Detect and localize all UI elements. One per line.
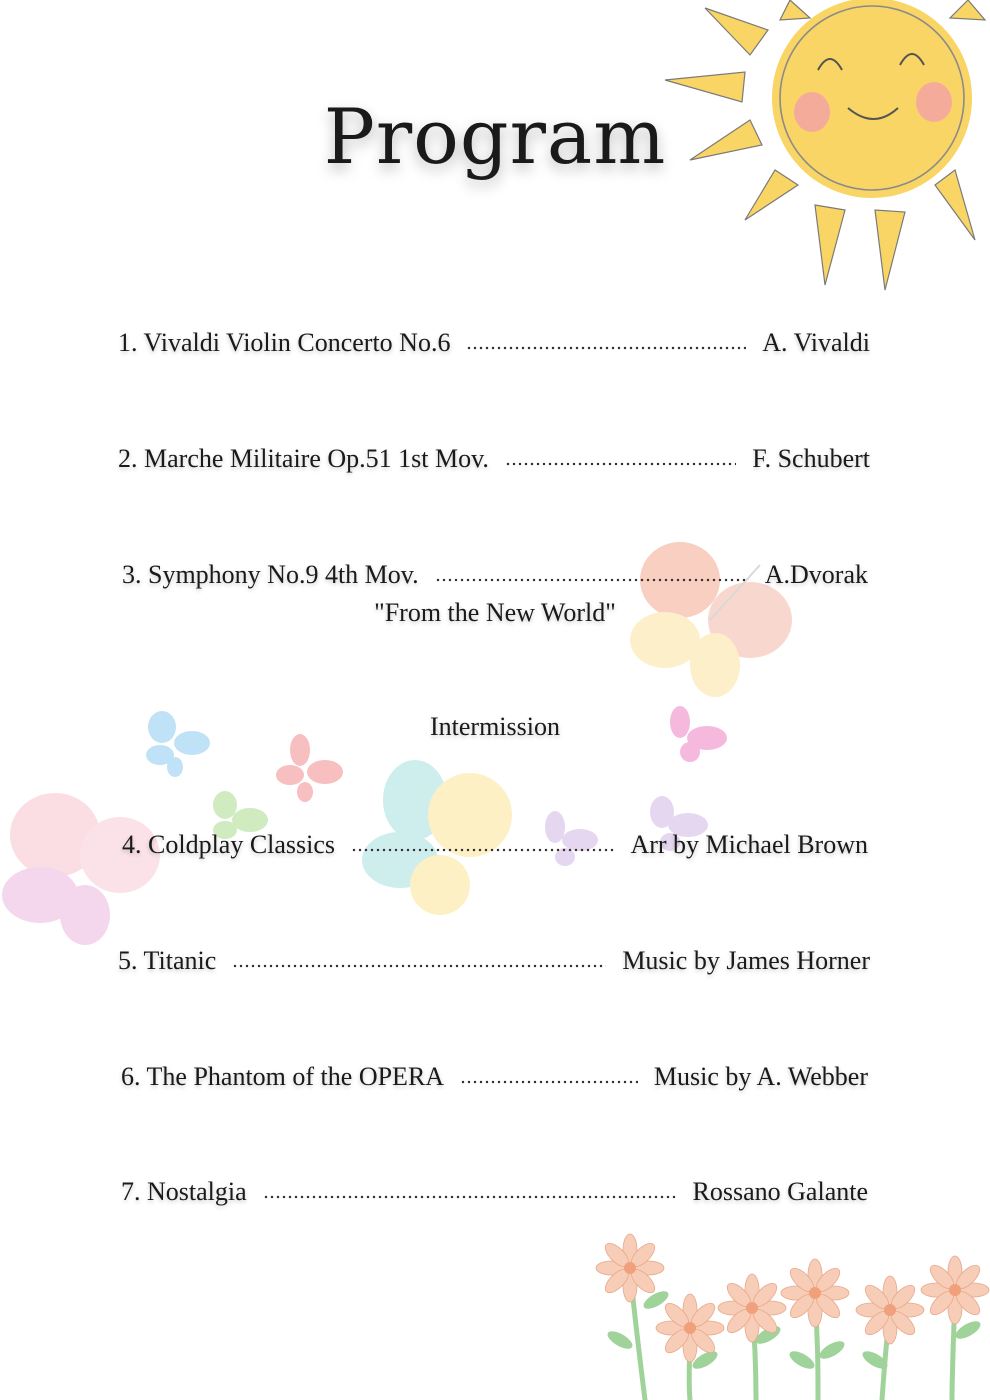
dot-leader	[435, 578, 749, 582]
composer-name: Music by A. Webber	[653, 1062, 868, 1091]
piece-title: 1. Vivaldi Violin Concerto No.6	[118, 328, 451, 357]
composer-name: A. Vivaldi	[762, 328, 870, 357]
page-title: Program	[323, 92, 667, 181]
composer-name: A.Dvorak	[764, 560, 868, 589]
program-item	[118, 946, 870, 976]
dot-leader	[460, 1080, 638, 1084]
dot-leader	[232, 964, 606, 968]
piece-subtitle: "From the New World"	[374, 598, 616, 627]
program-item	[121, 1177, 868, 1207]
dot-leader	[263, 1195, 677, 1199]
program-item	[118, 328, 870, 358]
composer-name: F. Schubert	[752, 444, 870, 473]
program-item	[122, 830, 868, 860]
composer-name: Rossano Galante	[692, 1177, 868, 1206]
piece-title: 2. Marche Militaire Op.51 1st Mov.	[118, 444, 489, 473]
intermission-label: Intermission	[430, 712, 560, 741]
dot-leader	[505, 462, 736, 466]
composer-name: Arr by Michael Brown	[630, 830, 868, 859]
piece-title: 6. The Phantom of the OPERA	[121, 1062, 445, 1091]
composer-name: Music by James Horner	[622, 946, 870, 975]
butterfly-illustration	[0, 785, 170, 955]
piece-title: 5. Titanic	[118, 946, 217, 975]
piece-title: 4. Coldplay Classics	[122, 830, 336, 859]
butterfly-illustration	[270, 730, 350, 810]
piece-title: 7. Nostalgia	[121, 1177, 247, 1206]
program-item	[122, 560, 868, 590]
dot-leader	[351, 848, 614, 852]
piece-title: 3. Symphony No.9 4th Mov.	[122, 560, 419, 589]
program-item	[118, 444, 870, 474]
dot-leader	[466, 346, 746, 350]
program-item	[121, 1062, 868, 1092]
flowers-illustration	[590, 1230, 990, 1400]
